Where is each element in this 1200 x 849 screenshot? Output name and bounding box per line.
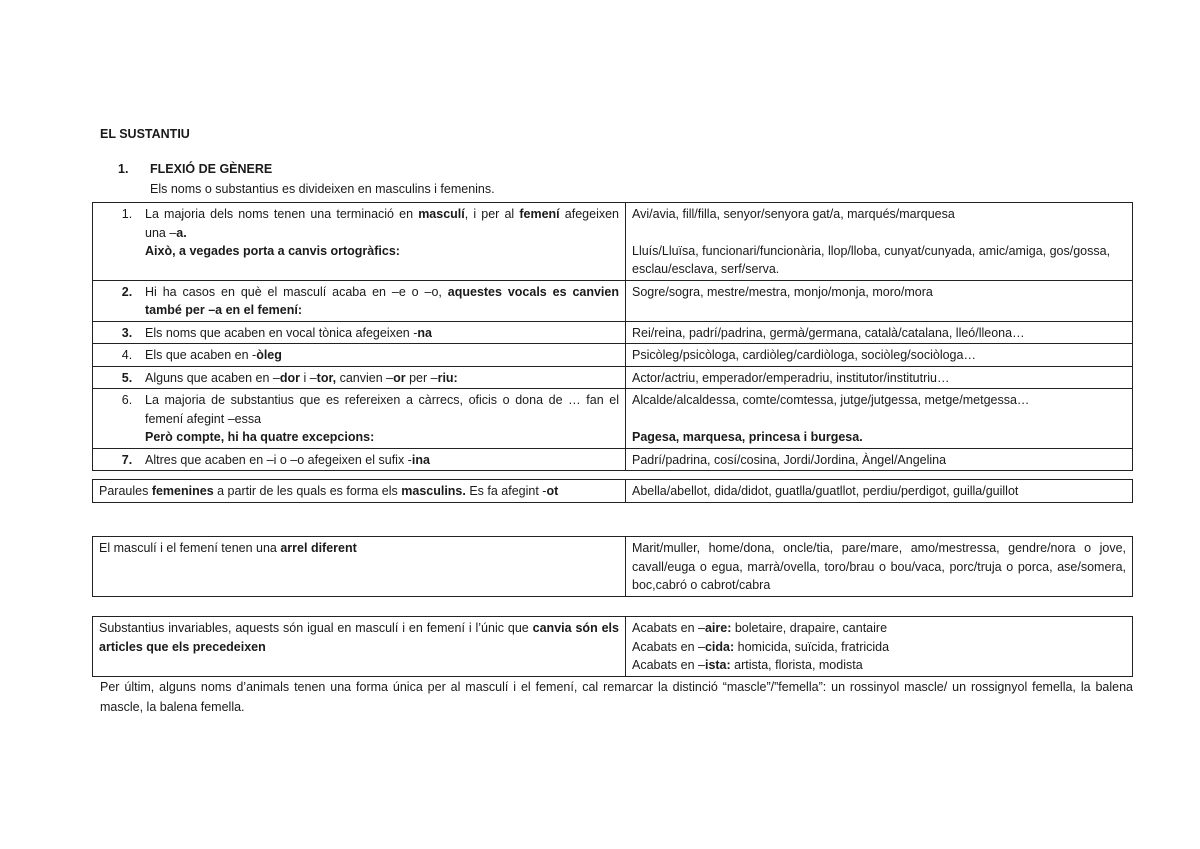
rule-cell xyxy=(93,366,626,389)
section-number: 1. xyxy=(118,162,129,176)
example-cell xyxy=(626,280,1133,321)
table-row xyxy=(93,280,1133,321)
rule-number: 7. xyxy=(121,452,133,467)
rule-cell xyxy=(93,203,626,281)
example-text: Actor/actriu, emperador/emperadriu, institutor/institutriu… xyxy=(632,370,950,385)
table-row xyxy=(93,389,1133,449)
page-title: EL SUSTANTIU xyxy=(100,127,190,141)
table-row xyxy=(93,480,1133,503)
rule-number: 3. xyxy=(121,325,133,340)
table-row xyxy=(93,366,1133,389)
rule-number: 5. xyxy=(121,370,133,385)
example-cell xyxy=(626,389,1133,449)
example-text: Lluís/Lluïsa, funcionari/funcionària, llop/lloba, cunyat/cunyada, amic/amiga, gos/gossa, esclau/esclava, serf/serva. xyxy=(632,243,1111,276)
section-title: FLEXIÓ DE GÈNERE xyxy=(150,162,273,176)
closing-paragraph: Per últim, alguns noms d’animals tenen una forma única per al masculí i el femení, cal remarcar la distinció “mascle”/”femella”: un rossinyol mascle/ un rossignyol femella, la balena mascle, la balena femella. xyxy=(100,680,1133,714)
invariable-table xyxy=(92,616,1133,677)
table-row xyxy=(93,448,1133,471)
rule-number: 6. xyxy=(121,393,133,407)
example-text: Psicòleg/psicòloga, cardiòleg/cardiòloga, sociòleg/sociòloga… xyxy=(632,348,976,362)
rule-cell xyxy=(93,344,626,367)
rule-cell xyxy=(93,280,626,321)
rule-note: Això, a vegades porta a canvis ortogràfics: xyxy=(145,244,400,258)
table-row xyxy=(93,617,1133,677)
example-text: Acabats en –ista: artista, florista, modista xyxy=(632,658,863,672)
rule-cell: El masculí i el femení tenen una arrel diferent xyxy=(93,537,626,597)
example-cell xyxy=(626,321,1133,344)
rule-note: Però compte, hi ha quatre excepcions: xyxy=(145,430,375,444)
rule-cell: Paraules femenines a partir de les quals es forma els masculins. Es fa afegint -ot xyxy=(93,480,626,503)
rule-number: 1. xyxy=(121,207,133,221)
example-text: Pagesa, marquesa, princesa i burgesa. xyxy=(632,429,863,444)
table-row xyxy=(93,344,1133,367)
table-row xyxy=(93,537,1133,597)
intro-text: Els noms o substantius es divideixen en masculins i femenins. xyxy=(150,182,495,196)
rule-number: 4. xyxy=(121,348,133,362)
example-cell xyxy=(626,344,1133,367)
example-text: Rei/reina, padrí/padrina, germà/germana, català/catalana, lleó/lleona… xyxy=(632,325,1025,340)
rule-text: Altres que acaben en –i o –o afegeixen el sufix -ina xyxy=(145,452,430,467)
example-cell xyxy=(626,617,1133,677)
example-text: Acabats en –cida: homicida, suïcida, fratricida xyxy=(632,639,890,654)
rule-text: Hi ha casos en què el masculí acaba en –e o –o, aquestes vocals es canvien també per –a en el femení: xyxy=(145,284,619,317)
example-text: Alcalde/alcaldessa, comte/comtessa, jutge/jutgessa, metge/metgessa… xyxy=(632,393,1030,407)
example-cell xyxy=(626,203,1133,281)
example-text: Padrí/padrina, cosí/cosina, Jordi/Jordina, Àngel/Angelina xyxy=(632,452,947,467)
example-text: Acabats en –aire: boletaire, drapaire, cantaire xyxy=(632,621,888,635)
feminine-base-table xyxy=(92,479,1133,503)
rule-text: Els que acaben en -òleg xyxy=(145,348,282,362)
table-row xyxy=(93,321,1133,344)
rule-text: Alguns que acaben en –dor i –tor, canvien –or per –riu: xyxy=(145,370,458,385)
rule-cell: Substantius invariables, aquests són igual en masculí i en femení i l’únic que canvia són els articles que els precedeixen xyxy=(93,617,626,677)
gender-rules-table xyxy=(92,202,1133,471)
example-cell xyxy=(626,366,1133,389)
rule-cell xyxy=(93,321,626,344)
example-cell: Marit/muller, home/dona, oncle/tia, pare/mare, amo/mestressa, gendre/nora o jove, cavall/euga o egua, marrà/ovella, toro/brau o bou/vaca, porc/truja o porca, ase/somera, boc,cabró o cabrot/cabra xyxy=(626,537,1133,597)
rule-text: La majoria de substantius que es refereixen a càrrecs, oficis o dona de … fan el femení afegint –essa xyxy=(145,393,619,426)
rule-number: 2. xyxy=(121,284,133,299)
section-heading xyxy=(118,162,272,176)
example-cell xyxy=(626,448,1133,471)
rule-cell xyxy=(93,448,626,471)
rule-text: La majoria dels noms tenen una terminació en masculí, i per al femení afegeixen una –a. xyxy=(145,207,620,240)
example-text: Sogre/sogra, mestre/mestra, monjo/monja, moro/mora xyxy=(632,284,933,299)
table-row xyxy=(93,203,1133,281)
rule-cell xyxy=(93,389,626,449)
different-root-table xyxy=(92,536,1133,597)
example-cell: Abella/abellot, dida/didot, guatlla/guatllot, perdiu/perdigot, guilla/guillot xyxy=(626,480,1133,503)
example-text: Avi/avia, fill/filla, senyor/senyora gat/a, marqués/marquesa xyxy=(632,207,955,221)
rule-text: Els noms que acaben en vocal tònica afegeixen -na xyxy=(145,325,432,340)
